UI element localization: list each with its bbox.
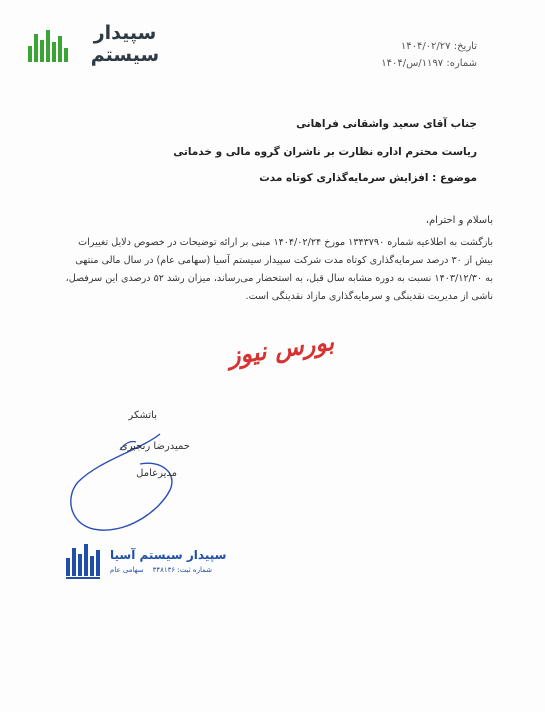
letter-body <box>53 234 493 306</box>
bourse-news-watermark: بورس نیوز <box>226 326 336 371</box>
body-line: ناشی از مدیریت نقدینگی و سرمایه‌گذاری مازاد نقدینگی است. <box>245 291 493 302</box>
recipient-title: ریاست محترم اداره نظارت بر ناشران گروه مالی و خدماتی <box>173 146 477 158</box>
body-line: به ۱۴۰۳/۱۲/۳۰ نسبت به دوره مشابه سال قبل، به استحضار می‌رساند، میزان رشد ۵۲ درصدی این سرفصل، <box>65 273 493 284</box>
signature-mark <box>60 420 200 544</box>
company-registration <box>110 566 212 574</box>
sepidar-asia-logo <box>66 544 227 584</box>
sepidar-logo-icon <box>28 28 68 62</box>
signer-name: حمیدرضا رنجبری <box>119 441 190 452</box>
company-name: سپیدار سیستم آسیا <box>110 548 227 562</box>
letter-meta <box>381 38 477 72</box>
logo-name-line1: سپیدار <box>93 22 157 44</box>
letter-subject: موضوع : افزایش سرمایه‌گذاری کوتاه مدت <box>259 172 477 184</box>
letter-date: تاریخ: ۱۴۰۴/۰۲/۲۷ <box>400 41 477 52</box>
letter-number: شماره: ۱۱۹۷/س/۱۴۰۴ <box>381 58 477 69</box>
sepidar-logo <box>28 22 160 67</box>
greeting: باسلام و احترام، <box>425 215 493 226</box>
logo-name-line2: سیستم <box>90 44 160 66</box>
sepidar-asia-logo-icon <box>66 544 106 580</box>
body-line: بیش از ۳۰ درصد سرمایه‌گذاری کوتاه مدت شرکت سپیدار سیستم آسیا (سهامی عام) در سال مالی منتهی <box>75 255 493 266</box>
thanks-text: باتشکر <box>128 410 157 421</box>
recipient-name: جناب آقای سعید واشقانی فراهانی <box>296 118 477 130</box>
company-type: سهامی عام <box>110 566 144 574</box>
registration-number: شماره ثبت: ۳۴۸۱۳۶ <box>152 566 212 574</box>
body-line: بازگشت به اطلاعیه شماره ۱۳۴۳۷۹۰ مورخ ۱۴۰۴/۰۲/۲۴ مبنی بر ارائه توضیحات در خصوص دلایل تغییرات <box>78 237 493 248</box>
signer-role: مدیرعامل <box>136 468 177 479</box>
